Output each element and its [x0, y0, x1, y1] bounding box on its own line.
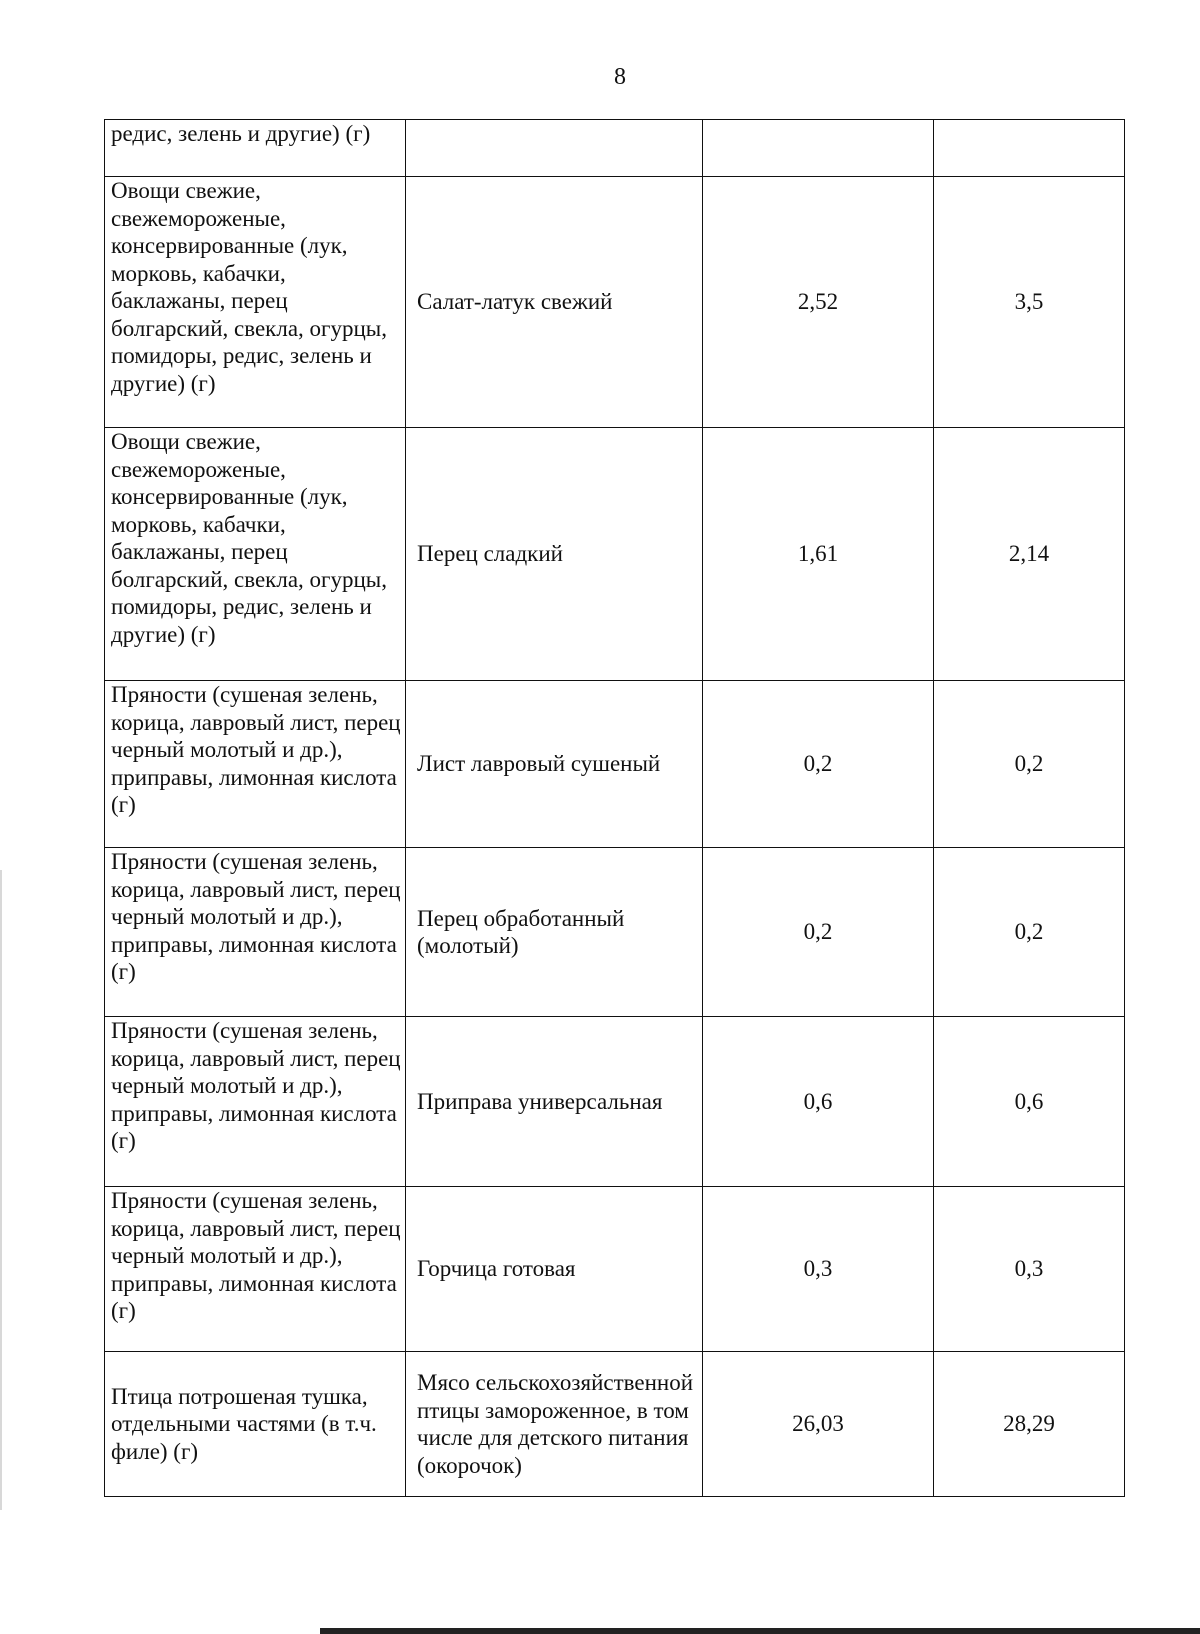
value2-cell: 28,29 — [934, 1352, 1125, 1497]
table-row — [105, 681, 1125, 848]
table-row — [105, 1352, 1125, 1497]
product-cell: Приправа универсальная — [406, 1017, 703, 1187]
page-number: 8 — [614, 64, 626, 90]
value2-cell: 0,2 — [934, 848, 1125, 1017]
category-cell: Овощи свежие, свежемороженые, консервированные (лук, морковь, кабачки, баклажаны, перец болгарский, свекла, огурцы, помидоры, редис, зелень и другие) (г) — [105, 177, 406, 428]
category-cell: редис, зелень и другие) (г) — [105, 120, 406, 177]
value1-cell: 0,2 — [703, 848, 934, 1017]
value1-cell: 0,2 — [703, 681, 934, 848]
table-row — [105, 428, 1125, 681]
value2-cell: 0,3 — [934, 1187, 1125, 1352]
product-cell: Перец обработанный (молотый) — [406, 848, 703, 1017]
table-row — [105, 848, 1125, 1017]
category-cell: Овощи свежие, свежемороженые, консервированные (лук, морковь, кабачки, баклажаны, перец болгарский, свекла, огурцы, помидоры, редис, зелень и другие) (г) — [105, 428, 406, 681]
value2-cell — [934, 120, 1125, 177]
product-cell: Салат-латук свежий — [406, 177, 703, 428]
value1-cell: 0,6 — [703, 1017, 934, 1187]
value2-cell: 2,14 — [934, 428, 1125, 681]
value1-cell — [703, 120, 934, 177]
table-row — [105, 177, 1125, 428]
value1-cell: 2,52 — [703, 177, 934, 428]
category-cell: Пряности (сушеная зелень, корица, лавровый лист, перец черный молотый и др.), приправы, лимонная кислота (г) — [105, 1187, 406, 1352]
product-cell: Перец сладкий — [406, 428, 703, 681]
food-norms-table — [104, 119, 1125, 1497]
value1-cell: 26,03 — [703, 1352, 934, 1497]
product-cell: Мясо сельскохозяйственной птицы замороженное, в том числе для детского питания (окорочок) — [406, 1352, 703, 1497]
table-row — [105, 1187, 1125, 1352]
value2-cell: 3,5 — [934, 177, 1125, 428]
value2-cell: 0,6 — [934, 1017, 1125, 1187]
product-cell: Лист лавровый сушеный — [406, 681, 703, 848]
scan-edge-line — [0, 870, 2, 1510]
category-cell: Птица потрошеная тушка, отдельными частями (в т.ч. филе) (г) — [105, 1352, 406, 1497]
category-cell: Пряности (сушеная зелень, корица, лавровый лист, перец черный молотый и др.), приправы, лимонная кислота (г) — [105, 848, 406, 1017]
category-cell: Пряности (сушеная зелень, корица, лавровый лист, перец черный молотый и др.), приправы, лимонная кислота (г) — [105, 1017, 406, 1187]
product-cell: Горчица готовая — [406, 1187, 703, 1352]
scan-bottom-bar — [320, 1628, 1200, 1634]
table-row — [105, 1017, 1125, 1187]
value1-cell: 1,61 — [703, 428, 934, 681]
value2-cell: 0,2 — [934, 681, 1125, 848]
product-cell — [406, 120, 703, 177]
table-row — [105, 120, 1125, 177]
value1-cell: 0,3 — [703, 1187, 934, 1352]
category-cell: Пряности (сушеная зелень, корица, лавровый лист, перец черный молотый и др.), приправы, лимонная кислота (г) — [105, 681, 406, 848]
